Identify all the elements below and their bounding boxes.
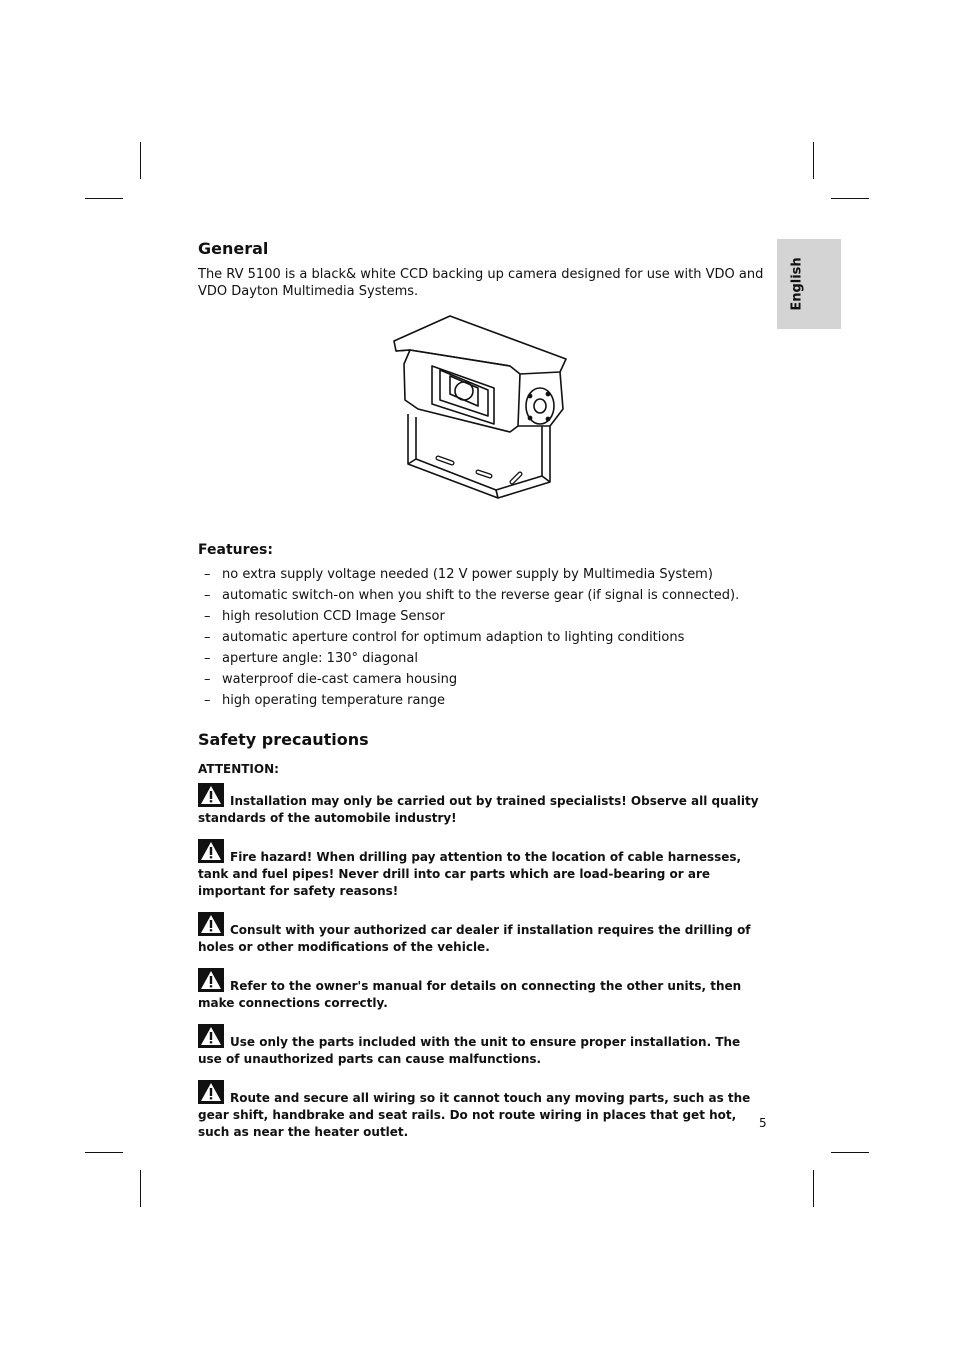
warning-triangle-icon <box>198 1080 224 1104</box>
feature-text: high resolution CCD Image Sensor <box>222 609 445 624</box>
list-dash: – <box>204 672 211 687</box>
crop-mark <box>831 198 869 199</box>
list-dash: – <box>204 651 211 666</box>
list-item <box>198 669 764 690</box>
list-item <box>198 564 764 585</box>
warning-triangle-icon <box>198 1024 224 1048</box>
warning-triangle-icon <box>198 839 224 863</box>
warning-item <box>198 968 764 1012</box>
list-dash: – <box>204 630 211 645</box>
warning-triangle-icon <box>198 783 224 807</box>
page-number: 5 <box>759 1116 767 1130</box>
warning-item <box>198 1080 764 1141</box>
general-intro: The RV 5100 is a black& white CCD backing up camera designed for use with VDO and VDO Dayton Multimedia Systems. <box>198 267 764 299</box>
crop-mark <box>85 198 123 199</box>
language-tab <box>777 239 841 329</box>
warning-item <box>198 839 764 900</box>
warning-item <box>198 783 764 827</box>
warning-text: Route and secure all wiring so it cannot touch any moving parts, such as the gear shift, handbrake and seat rails. Do not route wiring in places that get hot, such as near the heater outlet. <box>198 1091 751 1139</box>
warning-text: Fire hazard! When drilling pay attention to the location of cable harnesses, tank and fuel pipes! Never drill into car parts which are load-bearing or are important for safety reasons! <box>198 850 742 898</box>
feature-text: aperture angle: 130° diagonal <box>222 651 418 666</box>
warning-triangle-icon <box>198 912 224 936</box>
crop-mark <box>813 142 814 179</box>
camera-figure <box>198 314 764 532</box>
attention-label: ATTENTION: <box>198 762 279 776</box>
list-item <box>198 606 764 627</box>
warning-item <box>198 912 764 956</box>
list-dash: – <box>204 588 211 603</box>
page-content <box>198 238 764 1153</box>
general-heading: General <box>198 239 269 258</box>
language-tab-label: English <box>789 257 805 311</box>
crop-mark <box>85 1152 123 1153</box>
camera-illustration <box>390 314 580 504</box>
features-list <box>198 564 764 711</box>
feature-text: automatic aperture control for optimum adaption to lighting conditions <box>222 630 685 645</box>
list-item <box>198 627 764 648</box>
crop-mark <box>140 142 141 179</box>
crop-mark <box>140 1170 141 1207</box>
list-dash: – <box>204 609 211 624</box>
warning-triangle-icon <box>198 968 224 992</box>
safety-heading: Safety precautions <box>198 730 369 749</box>
warning-item <box>198 1024 764 1068</box>
feature-text: high operating temperature range <box>222 693 445 708</box>
feature-text: automatic switch-on when you shift to the reverse gear (if signal is connected). <box>222 588 740 603</box>
list-item <box>198 648 764 669</box>
warning-text: Refer to the owner's manual for details on connecting the other units, then make connections correctly. <box>198 979 742 1010</box>
list-dash: – <box>204 567 211 582</box>
feature-text: waterproof die-cast camera housing <box>222 672 458 687</box>
features-heading: Features: <box>198 542 273 558</box>
list-item <box>198 585 764 606</box>
list-item <box>198 690 764 711</box>
list-dash: – <box>204 693 211 708</box>
warning-text: Use only the parts included with the unit to ensure proper installation. The use of unauthorized parts can cause malfunctions. <box>198 1035 741 1066</box>
warning-text: Consult with your authorized car dealer if installation requires the drilling of holes or other modifications of the vehicle. <box>198 923 751 954</box>
feature-text: no extra supply voltage needed (12 V power supply by Multimedia System) <box>222 567 713 582</box>
crop-mark <box>831 1152 869 1153</box>
crop-mark <box>813 1170 814 1207</box>
warning-text: Installation may only be carried out by trained specialists! Observe all quality standards of the automobile industry! <box>198 794 759 825</box>
